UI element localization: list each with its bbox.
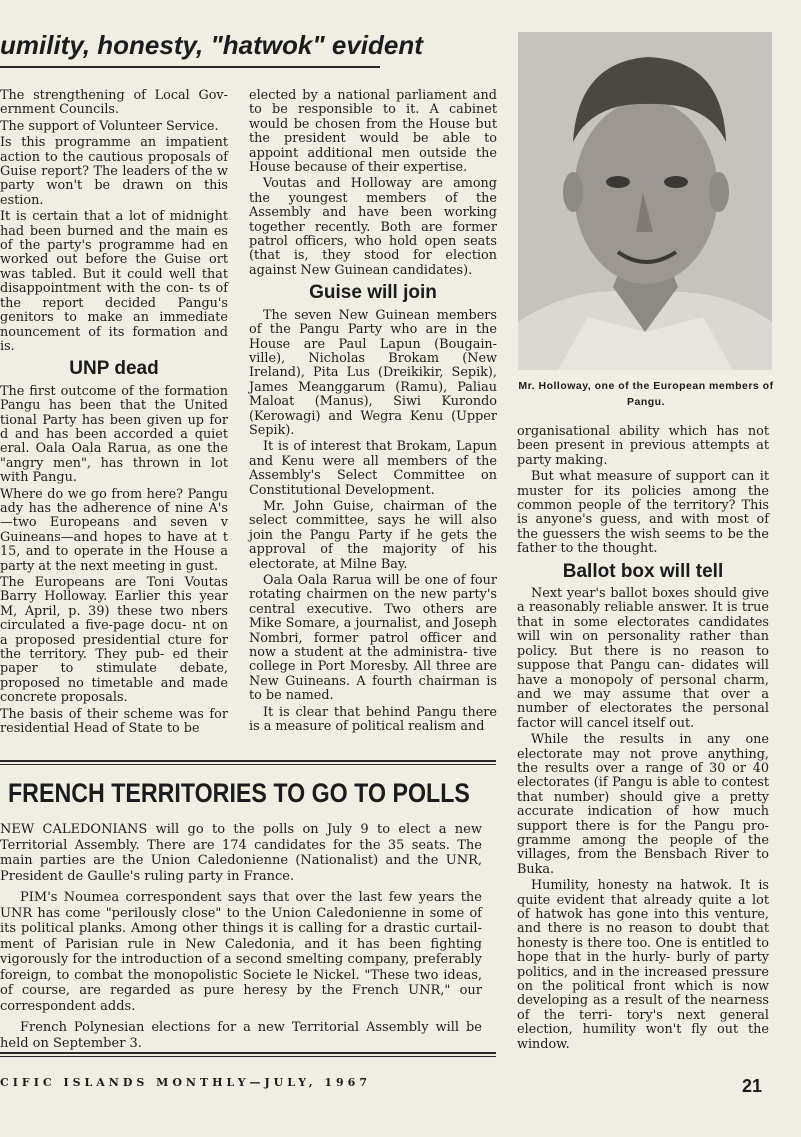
paragraph: The Europeans are Toni Voutas Barry Holloway. Earlier this year M, April, p. 39) these two nbers circulated a five-page docu- nt on a proposed presidential cture for the territory. They pub- ed their paper to stimulate debate, proposed no timetable and made concrete proposals. bbox=[0, 575, 228, 706]
french-article-headline: FRENCH TERRITORIES TO GO TO POLLS bbox=[8, 778, 470, 808]
paragraph: elected by a national parliament and to be responsible to it. A cabinet would be chosen from the House but the president would be able to appoint additional men outside the House because of their expertise. bbox=[249, 88, 497, 176]
paragraph: The strengthening of Local Gov- ernment Councils. bbox=[0, 88, 228, 118]
page-number: 21 bbox=[742, 1076, 763, 1096]
subhead-guise-will-join: Guise will join bbox=[309, 282, 437, 304]
headline-rule bbox=[0, 66, 380, 68]
paragraph: The support of Volunteer Service. bbox=[0, 118, 219, 134]
subhead-unp-dead: UNP dead bbox=[69, 358, 159, 380]
portrait-photo bbox=[518, 32, 772, 370]
section-rule bbox=[0, 760, 496, 762]
paragraph: NEW CALEDONIANS will go to the polls on July 9 to elect a new Territorial Assembly. There are 174 candidates for the 35 seats. The main parties are the Union Caledonienne (Nationalist) and the UNR, President de Gaulle's ruling party in France. bbox=[0, 822, 482, 884]
paragraph: Humility, honesty na hatwok. It is quite evident that already quite a lot of hatwok has gone into this venture, and there is no reason to doubt that honesty is there too. One is entitled to hope that in the hurly- burly of party politics, and in the increased pressure on the political front which is now developing as a result of the nearness of the terri- tory's next general election, humility won't fly out the window. bbox=[517, 878, 769, 1052]
paragraph: PIM's Noumea correspondent says that over the last few years the UNR has come "perilously close" to the Union Caledonienne in some of its political planks. Among other things it is calling for a drastic curtail- ment of Parisian rule in New Caledonia, and it has been fighting vigorously for the introduction of a second smelting company, preferably foreign, to combat the monopolistic Societe le Nickel. "These two ideas, of course, are regarded as pure heresy by the French UNR," our correspondent adds. bbox=[0, 890, 482, 1014]
paragraph: Next year's ballot boxes should give a reasonably reliable answer. It is true that in some electorates candidates will win on personality rather than policy. But there is no reason to suppose that Pangu can- didates will have a monopoly of personal charm, and we may assume that over a number of electorates the personal factor will cancel itself out. bbox=[517, 586, 769, 731]
section-rule bbox=[0, 1052, 496, 1054]
running-footer: CIFIC ISLANDS MONTHLY—JULY, 1967 bbox=[0, 1076, 371, 1089]
paragraph: But what measure of support can it muster for its policies among the common people of the territory? This is anyone's guess, and with most of the guessers the wish seems to be the father to the thought. bbox=[517, 469, 769, 557]
subhead-ballot-box: Ballot box will tell bbox=[562, 560, 724, 582]
paragraph: Voutas and Holloway are among the youngest members of the Assembly and have been working together recently. Both are former patrol officers, who hold open seats (that is, they stood for election against New Guinean candidates). bbox=[249, 176, 497, 278]
portrait-illustration bbox=[518, 32, 772, 370]
paragraph: Where do we go from here? Pangu ady has the adherence of nine A's—two Europeans and seven v Guineans—and hopes to have at t 15, and to operate in the House a party at the next meeting in gust. bbox=[0, 486, 228, 574]
french-article-body bbox=[0, 822, 482, 1057]
article-headline: umility, honesty, "hatwok" evident bbox=[0, 30, 423, 60]
column-2 bbox=[249, 89, 497, 736]
paragraph: Oala Oala Rarua will be one of four rotating chairmen on the new party's central executive. Two others are Mike Somare, a journalist, and Joseph Nombri, former patrol officer and now a student at the administra- tive college in Port Moresby. All three are New Guineans. A fourth chairman is to be named. bbox=[249, 573, 497, 704]
paragraph: Mr. John Guise, chairman of the select committee, says he will also join the Pangu Party if he gets the approval of the majority of his electorate, at Milne Bay. bbox=[249, 498, 497, 572]
photo-caption: Mr. Holloway, one of the European members of Pangu. bbox=[518, 380, 774, 408]
paragraph: Is this programme an impatient action to the cautious proposals of Guise report? The leaders of the w party won't be drawn on this estion. bbox=[0, 135, 228, 208]
paragraph: It is clear that behind Pangu there is a measure of political realism and bbox=[249, 704, 497, 735]
paragraph: It is of interest that Brokam, Lapun and Kenu were all members of the Assembly's Select Committee on Constitutional Development. bbox=[249, 439, 497, 498]
paragraph: The seven New Guinean members of the Pangu Party who are in the House are Paul Lapun (Bougain- ville), Nicholas Brokam (New Ireland), Pita Lus (Dreikikir, Sepik), James Meanggarum (Ramu), Paliau Maloat (Manus), Siwi Kurondo (Kerowagi) and Wegra Kenu (Upper Sepik). bbox=[249, 307, 497, 438]
paragraph: It is certain that a lot of midnight had been burned and the main es of the party's programme had en worked out before the Guise ort was tabled. But it could well that disappointment with the con- ts of the report decided Pangu's genitors to make an immediate nouncement of its formation and is. bbox=[0, 209, 228, 354]
paragraph: The basis of their scheme was for residential Head of State to be bbox=[0, 706, 228, 737]
paragraph: While the results in any one electorate may not prove anything, the results over a range of 30 or 40 electorates (if Pangu is able to contest that number) should give a pretty accurate indication of how much support there is for the Pangu pro- gramme among the people of the villages, from the Bensbach River to Buka. bbox=[517, 732, 769, 877]
section-rule bbox=[0, 1056, 496, 1057]
paragraph: French Polynesian elections for a new Territorial Assembly will be held on September 3. bbox=[0, 1020, 482, 1051]
column-1 bbox=[0, 89, 228, 738]
section-rule bbox=[0, 764, 496, 765]
paragraph: The first outcome of the formation Pangu has been that the United tional Party has been given up for d and has been accorded a quiet eral. Oala Oala Rarua, as one the "angry men", has thrown in lot with Pangu. bbox=[0, 383, 228, 486]
paragraph: organisational ability which has not been present in previous attempts at party making. bbox=[517, 424, 769, 468]
column-3 bbox=[517, 425, 769, 1054]
